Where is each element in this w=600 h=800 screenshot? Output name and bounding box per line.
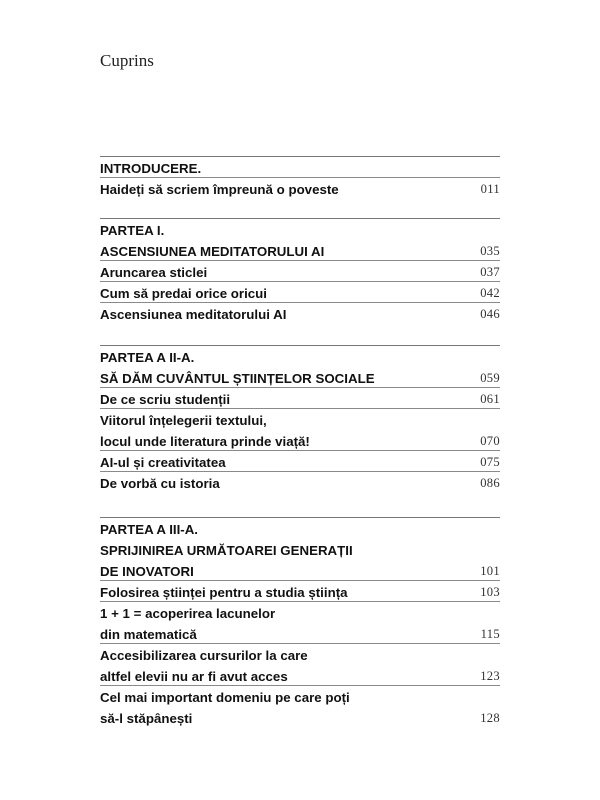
toc-entry-title: INTRODUCERE. — [100, 161, 202, 176]
toc-entry-title: din matematică — [100, 627, 197, 642]
toc-entry[interactable] — [100, 157, 500, 178]
toc-entry-title: Haideți să scriem împreună o poveste — [100, 182, 339, 197]
toc-section — [100, 345, 500, 493]
toc-entry-title: să-l stăpânești — [100, 711, 193, 726]
toc-entry-page: 059 — [480, 371, 500, 385]
toc-entry-title: Cel mai important domeniu pe care poți — [100, 690, 350, 705]
toc-entry[interactable] — [100, 409, 500, 430]
toc-entry-title: PARTEA A II-A. — [100, 350, 195, 365]
toc-entry-title: ASCENSIUNEA MEDITATORULUI AI — [100, 244, 325, 259]
toc-entry-title: Accesibilizarea cursurilor la care — [100, 648, 308, 663]
toc-entry[interactable] — [100, 282, 500, 303]
table-of-contents — [100, 156, 500, 737]
toc-entry-page: 128 — [480, 711, 500, 725]
page-title: Cuprins — [100, 51, 154, 70]
toc-entry-title: 1 + 1 = acoperirea lacunelor — [100, 606, 276, 621]
toc-entry-page: 037 — [480, 265, 500, 279]
toc-entry-page: 070 — [480, 434, 500, 448]
toc-entry-page: 123 — [480, 669, 500, 683]
toc-entry[interactable] — [100, 602, 500, 623]
toc-entry-title: Ascensiunea meditatorului AI — [100, 307, 287, 322]
toc-entry-page: 035 — [480, 244, 500, 258]
toc-entry-title: locul unde literatura prinde viață! — [100, 434, 310, 449]
toc-entry[interactable] — [100, 388, 500, 409]
toc-entry-page: 115 — [480, 627, 500, 641]
toc-entry-title: PARTEA A III-A. — [100, 522, 198, 537]
toc-entry-title: SPRIJINIREA URMĂTOAREI GENERAȚII — [100, 543, 353, 558]
toc-entry-page: 046 — [480, 307, 500, 321]
toc-entry[interactable] — [100, 261, 500, 282]
toc-entry-page: 075 — [480, 455, 500, 469]
toc-entry[interactable] — [100, 367, 500, 388]
toc-entry[interactable] — [100, 518, 500, 539]
toc-entry[interactable] — [100, 178, 500, 199]
toc-entry-page: 103 — [480, 585, 500, 599]
toc-entry-title: SĂ DĂM CUVÂNTUL ȘTIINȚELOR SOCIALE — [100, 371, 375, 386]
toc-entry-title: Aruncarea sticlei — [100, 265, 208, 280]
toc-entry[interactable] — [100, 665, 500, 686]
toc-entry-title: Viitorul înțelegerii textului, — [100, 413, 267, 428]
toc-entry-page: 061 — [480, 392, 500, 406]
toc-entry[interactable] — [100, 303, 500, 324]
toc-entry-title: AI-ul și creativitatea — [100, 455, 226, 470]
toc-entry[interactable] — [100, 430, 500, 451]
toc-entry-page: 086 — [480, 476, 500, 490]
toc-entry-title: De vorbă cu istoria — [100, 476, 220, 491]
toc-entry-page: 101 — [480, 564, 500, 578]
toc-entry-title: Folosirea științei pentru a studia știința — [100, 585, 348, 600]
toc-entry-title: De ce scriu studenții — [100, 392, 231, 407]
toc-entry-title: Cum să predai orice oricui — [100, 286, 268, 301]
toc-entry-page: 011 — [480, 182, 500, 196]
toc-entry[interactable] — [100, 686, 500, 707]
toc-section — [100, 517, 500, 728]
toc-section — [100, 156, 500, 199]
toc-entry[interactable] — [100, 644, 500, 665]
toc-entry[interactable] — [100, 346, 500, 367]
toc-entry-title: DE INOVATORI — [100, 564, 194, 579]
toc-entry[interactable] — [100, 451, 500, 472]
toc-entry[interactable] — [100, 560, 500, 581]
toc-entry[interactable] — [100, 219, 500, 240]
toc-entry[interactable] — [100, 472, 500, 493]
toc-entry[interactable] — [100, 707, 500, 728]
toc-entry[interactable] — [100, 539, 500, 560]
toc-entry-title: PARTEA I. — [100, 223, 165, 238]
toc-section — [100, 218, 500, 324]
toc-entry[interactable] — [100, 581, 500, 602]
toc-entry[interactable] — [100, 623, 500, 644]
toc-entry-title: altfel elevii nu ar fi avut acces — [100, 669, 288, 684]
toc-entry-page: 042 — [480, 286, 500, 300]
toc-entry[interactable] — [100, 240, 500, 261]
